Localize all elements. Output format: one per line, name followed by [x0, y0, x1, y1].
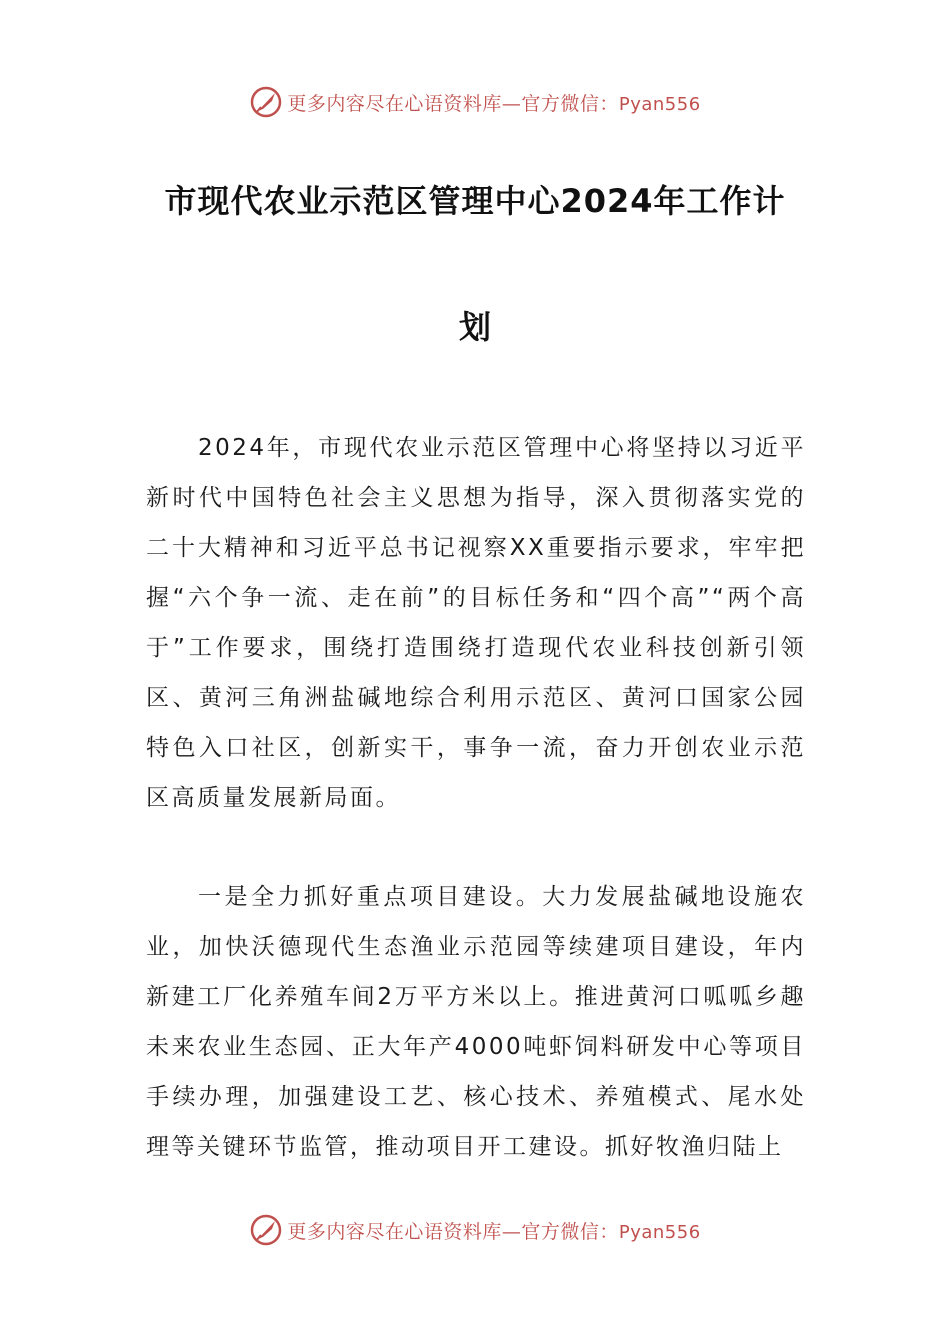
footer-banner-text	[287, 1217, 700, 1244]
quill-logo-icon	[249, 1213, 283, 1247]
paragraph-intro: 2024年，市现代农业示范区管理中心将坚持以习近平新时代中国特色社会主义思想为指导，深入贯彻落实党的二十大精神和习近平总书记视察XX重要指示要求，牢牢把握“六个争一流、走在前”的目标任务和“四个高”“两个高于”工作要求，围绕打造围绕打造现代农业科技创新引领区、黄河三角洲盐碱地综合利用示范区、黄河口国家公园特色入口社区，创新实干，事争一流，奋力开创农业示范区高质量发展新局面。	[146, 435, 806, 811]
paragraph-key-projects: 一是全力抓好重点项目建设。大力发展盐碱地设施农业，加快沃德现代生态渔业示范园等续建项目建设，年内新建工厂化养殖车间2万平方米以上。推进黄河口呱呱乡趣未来农业生态园、正大年产4000吨虾饲料研发中心等项目手续办理，加强建设工艺、核心技术、养殖模式、尾水处理等关键环节监管，推动项目开工建设。抓好牧渔归陆上	[146, 884, 806, 1160]
header-banner	[0, 82, 950, 122]
footer-banner	[0, 1210, 950, 1250]
footer-banner-label: 更多内容尽在心语资料库—官方微信：	[287, 1220, 619, 1243]
header-banner-label: 更多内容尽在心语资料库—官方微信：	[287, 92, 619, 115]
header-banner-text	[287, 89, 700, 116]
header-wechat-id: Pyan556	[618, 93, 701, 115]
document-title-line1: 市现代农业示范区管理中心2024年工作计	[164, 182, 786, 220]
document-title-line2: 划	[458, 308, 491, 346]
footer-wechat-id: Pyan556	[618, 1221, 701, 1243]
quill-logo-icon	[249, 85, 283, 119]
